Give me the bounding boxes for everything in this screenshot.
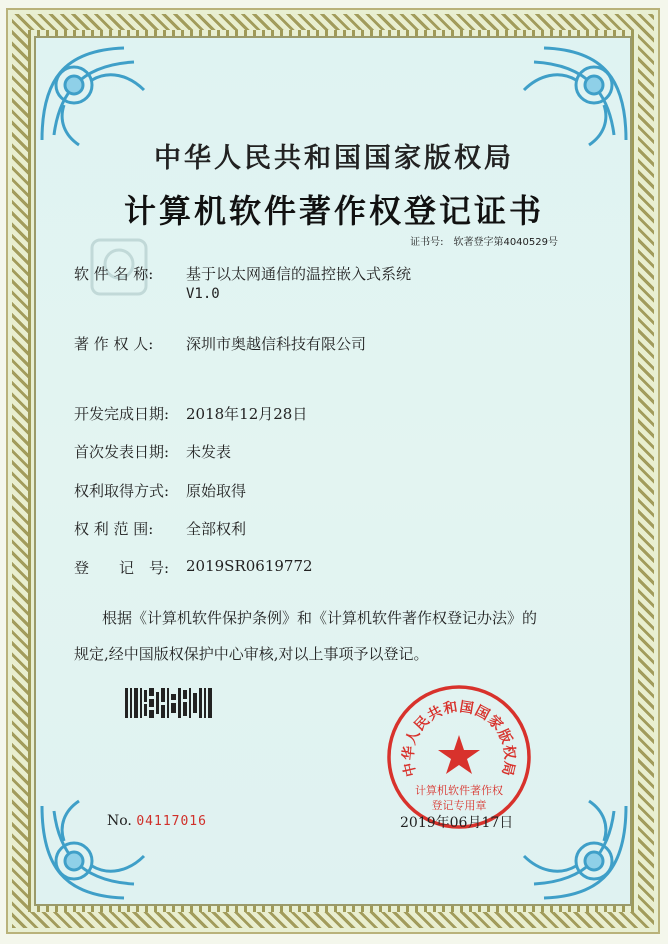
field-value: 原始取得	[186, 482, 247, 500]
field-value: 2019SR0619772	[186, 557, 313, 575]
field-first-publication-date	[74, 441, 231, 462]
serial-value: 04117016	[136, 814, 207, 829]
field-value: 全部权利	[186, 520, 247, 538]
issue-date: 2019年06月17日	[400, 815, 514, 831]
certificate-title: 计算机软件著作权登记证书	[123, 192, 544, 230]
certificate-number	[410, 233, 558, 248]
seal-ring-text: 中华人民共和国国家版权局	[400, 699, 518, 779]
field-value: 未发表	[186, 443, 232, 461]
field-acquisition-method	[74, 480, 246, 501]
field-value: 深圳市奥越信科技有限公司	[186, 335, 367, 353]
field-label: 权利取得方式:	[74, 482, 170, 500]
serial-number	[107, 813, 207, 829]
field-label: 登 记 号:	[74, 559, 170, 577]
field-label: 首次发表日期:	[74, 443, 170, 461]
field-label: 开发完成日期:	[74, 405, 170, 423]
seal-line-1: 计算机软件著作权	[415, 784, 503, 797]
field-label: 著 作 权 人:	[74, 335, 154, 353]
software-version: V1.0	[186, 286, 220, 302]
serial-label: No.	[107, 813, 132, 829]
field-copyright-owner	[74, 333, 366, 354]
seal-line-2: 登记专用章	[431, 799, 487, 812]
statement-line-2: 规定,经中国版权保护中心审核,对以上事项予以登记。	[74, 645, 429, 663]
field-registration-number	[74, 557, 313, 578]
field-value	[186, 263, 411, 302]
field-label: 权 利 范 围:	[74, 520, 154, 538]
official-seal-icon	[385, 683, 533, 831]
field-value: 2018年12月28日	[186, 405, 308, 423]
statement-line-1: 根据《计算机软件保护条例》和《计算机软件著作权登记办法》的	[102, 609, 538, 627]
field-rights-scope	[74, 518, 246, 539]
field-completion-date	[74, 403, 307, 424]
seal-star-icon	[438, 735, 480, 774]
certificate-number-value: 软著登字第4040529号	[453, 237, 558, 248]
barcode-icon	[125, 688, 213, 718]
certificate-number-label: 证书号:	[410, 237, 444, 248]
statement	[74, 600, 594, 672]
issuing-authority: 中华人民共和国国家版权局	[154, 143, 514, 174]
field-label: 软 件 名 称:	[74, 265, 154, 283]
software-name-value: 基于以太网通信的温控嵌入式系统	[186, 265, 412, 283]
field-software-name	[74, 263, 411, 302]
